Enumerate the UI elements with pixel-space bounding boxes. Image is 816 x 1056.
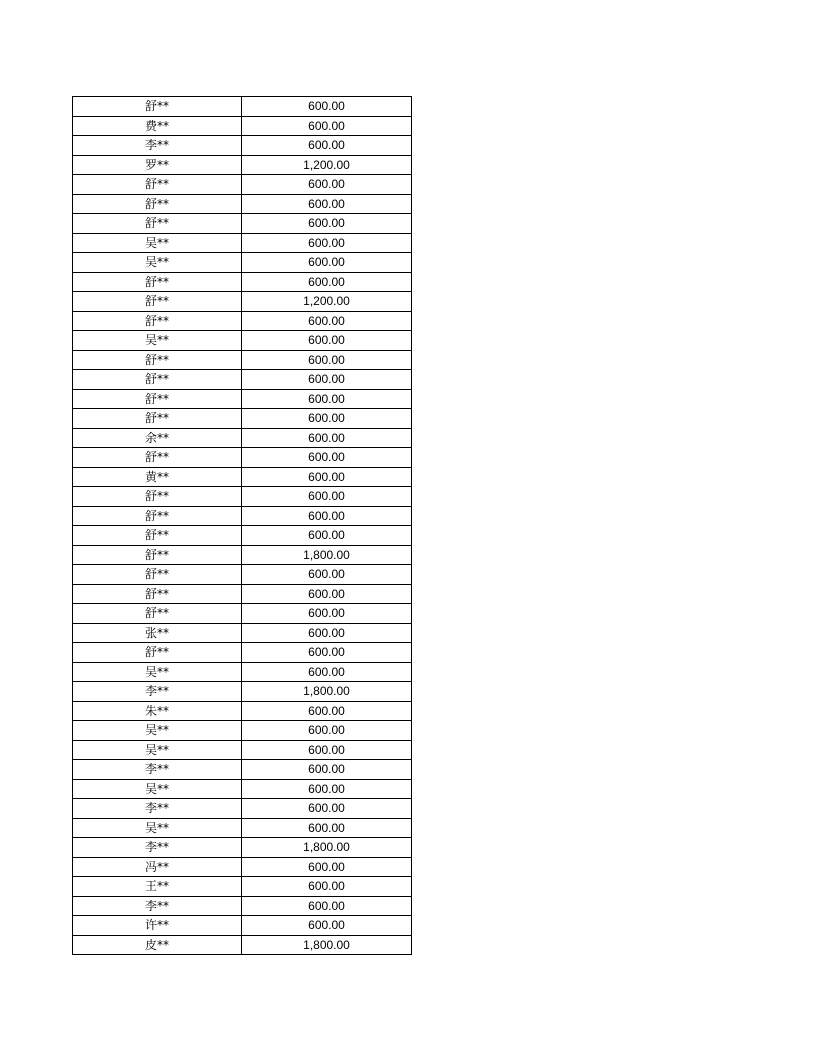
- table-row: [73, 838, 412, 858]
- table-row: [73, 506, 412, 526]
- table-row: [73, 331, 412, 351]
- payment-sheet: [72, 96, 409, 955]
- table-row: [73, 116, 412, 136]
- amount-cell: 600.00: [242, 467, 412, 487]
- table-row: [73, 214, 412, 234]
- name-cell: 许**: [73, 916, 242, 936]
- table-row: [73, 311, 412, 331]
- table-row: [73, 448, 412, 468]
- table-row: [73, 721, 412, 741]
- table-row: [73, 760, 412, 780]
- table-row: [73, 623, 412, 643]
- table-row: [73, 350, 412, 370]
- amount-cell: 600.00: [242, 487, 412, 507]
- table-row: [73, 565, 412, 585]
- table-row: [73, 487, 412, 507]
- name-cell: 皮**: [73, 935, 242, 955]
- amount-cell: 600.00: [242, 857, 412, 877]
- amount-cell: 600.00: [242, 818, 412, 838]
- table-row: [73, 916, 412, 936]
- amount-cell: 1,800.00: [242, 838, 412, 858]
- amount-cell: 600.00: [242, 701, 412, 721]
- table-row: [73, 740, 412, 760]
- amount-cell: 600.00: [242, 526, 412, 546]
- table-row: [73, 292, 412, 312]
- amount-cell: 1,200.00: [242, 292, 412, 312]
- amount-cell: 600.00: [242, 779, 412, 799]
- amount-cell: 600.00: [242, 584, 412, 604]
- name-cell: 罗**: [73, 155, 242, 175]
- name-cell: 王**: [73, 877, 242, 897]
- amount-cell: 1,800.00: [242, 682, 412, 702]
- table-row: [73, 682, 412, 702]
- amount-cell: 600.00: [242, 896, 412, 916]
- table-row: [73, 877, 412, 897]
- amount-cell: 600.00: [242, 877, 412, 897]
- name-cell: 李**: [73, 682, 242, 702]
- amount-cell: 600.00: [242, 194, 412, 214]
- amount-cell: 600.00: [242, 623, 412, 643]
- name-cell: 舒**: [73, 311, 242, 331]
- name-cell: 舒**: [73, 370, 242, 390]
- table-row: [73, 604, 412, 624]
- name-cell: 吴**: [73, 331, 242, 351]
- amount-cell: 600.00: [242, 272, 412, 292]
- name-cell: 舒**: [73, 272, 242, 292]
- name-cell: 吴**: [73, 662, 242, 682]
- name-cell: 舒**: [73, 526, 242, 546]
- amount-cell: 600.00: [242, 331, 412, 351]
- table-row: [73, 799, 412, 819]
- name-cell: 舒**: [73, 194, 242, 214]
- amount-cell: 600.00: [242, 643, 412, 663]
- table-row: [73, 272, 412, 292]
- table-row: [73, 233, 412, 253]
- table-row: [73, 526, 412, 546]
- table-row: [73, 155, 412, 175]
- name-cell: 舒**: [73, 643, 242, 663]
- name-cell: 吴**: [73, 253, 242, 273]
- amount-cell: 600.00: [242, 136, 412, 156]
- amount-cell: 600.00: [242, 175, 412, 195]
- amount-cell: 600.00: [242, 565, 412, 585]
- table-row: [73, 389, 412, 409]
- name-cell: 李**: [73, 896, 242, 916]
- amount-cell: 600.00: [242, 662, 412, 682]
- table-body: [73, 97, 412, 955]
- amount-cell: 600.00: [242, 448, 412, 468]
- amount-cell: 600.00: [242, 311, 412, 331]
- table-row: [73, 779, 412, 799]
- name-cell: 李**: [73, 136, 242, 156]
- name-cell: 吴**: [73, 818, 242, 838]
- table-row: [73, 545, 412, 565]
- name-cell: 李**: [73, 760, 242, 780]
- amount-cell: 1,800.00: [242, 545, 412, 565]
- amount-cell: 600.00: [242, 97, 412, 117]
- amount-cell: 600.00: [242, 233, 412, 253]
- name-cell: 舒**: [73, 487, 242, 507]
- name-cell: 费**: [73, 116, 242, 136]
- table-row: [73, 818, 412, 838]
- name-cell: 舒**: [73, 409, 242, 429]
- name-cell: 舒**: [73, 545, 242, 565]
- table-row: [73, 467, 412, 487]
- name-cell: 舒**: [73, 214, 242, 234]
- payment-table: [72, 96, 412, 955]
- name-cell: 黄**: [73, 467, 242, 487]
- amount-cell: 600.00: [242, 428, 412, 448]
- name-cell: 吴**: [73, 779, 242, 799]
- amount-cell: 600.00: [242, 350, 412, 370]
- amount-cell: 600.00: [242, 214, 412, 234]
- name-cell: 李**: [73, 799, 242, 819]
- name-cell: 舒**: [73, 350, 242, 370]
- amount-cell: 600.00: [242, 721, 412, 741]
- name-cell: 舒**: [73, 175, 242, 195]
- name-cell: 吴**: [73, 233, 242, 253]
- table-row: [73, 175, 412, 195]
- table-row: [73, 643, 412, 663]
- name-cell: 冯**: [73, 857, 242, 877]
- table-row: [73, 935, 412, 955]
- name-cell: 张**: [73, 623, 242, 643]
- amount-cell: 600.00: [242, 370, 412, 390]
- name-cell: 舒**: [73, 97, 242, 117]
- table-row: [73, 428, 412, 448]
- table-row: [73, 97, 412, 117]
- name-cell: 舒**: [73, 584, 242, 604]
- name-cell: 余**: [73, 428, 242, 448]
- name-cell: 舒**: [73, 292, 242, 312]
- amount-cell: 600.00: [242, 409, 412, 429]
- table-row: [73, 194, 412, 214]
- table-row: [73, 370, 412, 390]
- name-cell: 吴**: [73, 721, 242, 741]
- name-cell: 舒**: [73, 604, 242, 624]
- name-cell: 舒**: [73, 565, 242, 585]
- table-row: [73, 136, 412, 156]
- amount-cell: 600.00: [242, 389, 412, 409]
- name-cell: 李**: [73, 838, 242, 858]
- table-row: [73, 253, 412, 273]
- amount-cell: 600.00: [242, 604, 412, 624]
- name-cell: 舒**: [73, 506, 242, 526]
- amount-cell: 600.00: [242, 506, 412, 526]
- amount-cell: 600.00: [242, 253, 412, 273]
- amount-cell: 600.00: [242, 740, 412, 760]
- amount-cell: 1,800.00: [242, 935, 412, 955]
- amount-cell: 1,200.00: [242, 155, 412, 175]
- amount-cell: 600.00: [242, 116, 412, 136]
- table-row: [73, 857, 412, 877]
- amount-cell: 600.00: [242, 799, 412, 819]
- amount-cell: 600.00: [242, 916, 412, 936]
- table-row: [73, 584, 412, 604]
- table-row: [73, 409, 412, 429]
- name-cell: 舒**: [73, 448, 242, 468]
- table-row: [73, 701, 412, 721]
- name-cell: 吴**: [73, 740, 242, 760]
- name-cell: 朱**: [73, 701, 242, 721]
- table-row: [73, 662, 412, 682]
- table-row: [73, 896, 412, 916]
- name-cell: 舒**: [73, 389, 242, 409]
- amount-cell: 600.00: [242, 760, 412, 780]
